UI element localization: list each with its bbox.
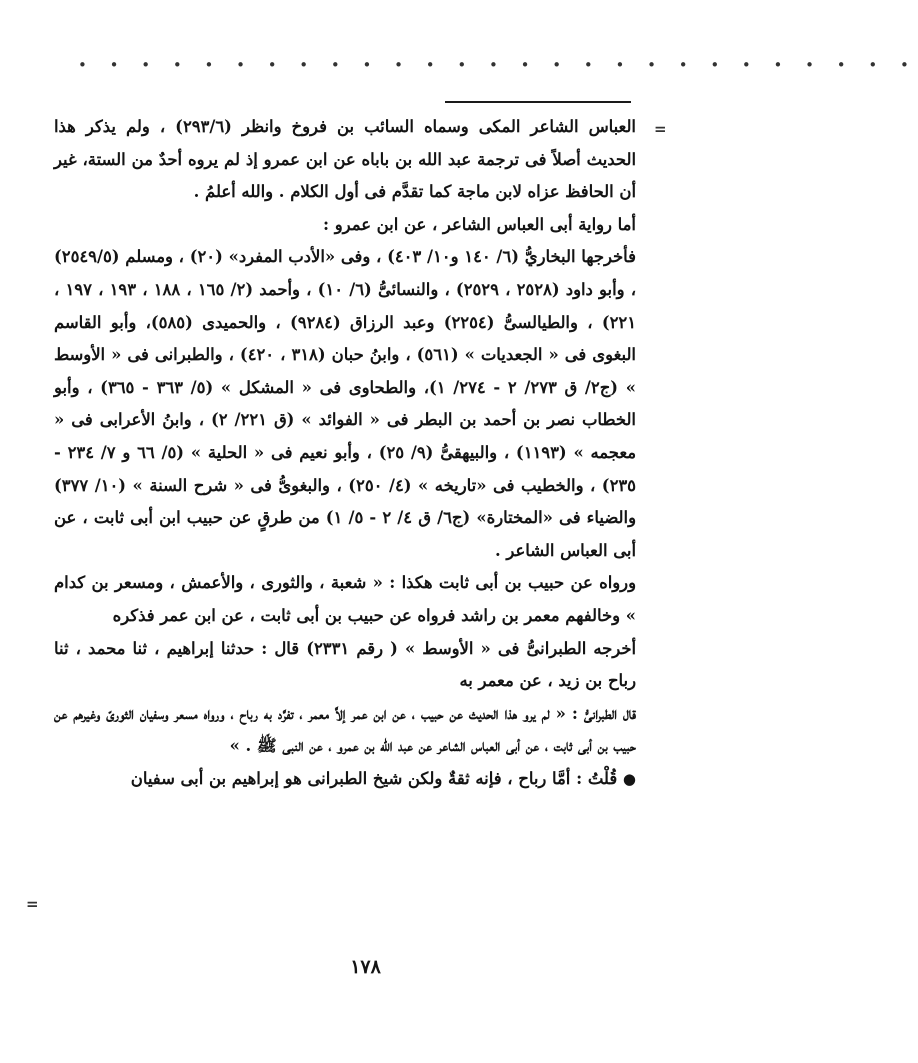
continuation-mark-top: =	[654, 120, 667, 138]
body-text	[54, 111, 636, 795]
page-number: ١٧٨	[350, 956, 381, 978]
paragraph-5: أخرجه الطبرانىُّ فى « الأوسط » ( رقم ٢٣٣١) قال : حدثنا إبراهيم ، ثنا محمد ، ثنا رباح بن زيد ، عن معمر به	[54, 638, 636, 691]
paragraph-3: فأخرجها البخاريُّ (٦/ ١٤٠ و١٠/ ٤٠٣) ، وفى «الأدب المفرد» (٢٠) ، ومسلم (٢٥٤٩/٥) ، وأبو داود (٢٥٢٨ ، ٢٥٢٩) ، والنسائىُّ (٦/ ١٠) ، وأحمد (٢/ ١٦٥ ، ١٨٨ ، ١٩٣ ، ١٩٧ ، ٢٢١) ، والطيالسىُّ (٢٢٥٤) وعبد الرزاق (٩٢٨٤) ، والحميدى (٥٨٥)، وأبو القاسم البغوى فى « الجعديات » (٥٦١) ، وابنُ حبان (٣١٨ ، ٤٢٠) ، والطبرانى فى « الأوسط » (ج٢/ ق ٢٧٣/ ٢ - ٢٧٤/ ١)، والطحاوى فى « المشكل » (٥/ ٣٦٣ - ٣٦٥) ، وأبو الخطاب نصر بن أحمد بن البطر فى « الفوائد » (ق ٢٢١/ ٢) ، وابنُ الأعرابى فى « معجمه » (١١٩٣) ، والبيهقىُّ (٩/ ٢٥) ، وأبو نعيم فى « الحلية » (٥/ ٦٦ و ٧/ ٢٣٤ - ٢٣٥) ، والخطيب فى «تاريخه » (٤/ ٢٥٠) ، والبغوىُّ فى « شرح السنة » (١٠/ ٣٧٧) والضياء فى «المختارة» (ج٦/ ق ٤/ ٢ - ٥/ ١) من طرقٍ عن حبيب ابن أبى ثابت ، عن أبى العباس الشاعر .	[54, 247, 637, 560]
bullet-icon: ●	[622, 769, 636, 788]
paragraph-6: قال الطبرانىُّ : « لم يرو هذا الحديث عن حبيب ، عن ابن عمر إلاَّ معمر ، تفرَّد به رباح ، ورواه مسعر وسفيان الثورىّ وغيرهم عن حبيب بن أبى ثابت ، عن أبى العباس الشاعر عن عبد الله بن عمرو ، عن النبى ﷺ . »	[54, 703, 636, 756]
paragraph-4: ورواه عن حبيب بن أبى ثابت هكذا : « شعبة ، والثورى ، والأعمش ، ومسعر بن كدام » وخالفهم معمر بن راشد فرواه عن حبيب بن أبى ثابت ، عن ابن عمر فذكره	[54, 573, 636, 625]
header-dotted-line: • • • • • • • • • • • • • • • • • • • • • • • • • • •	[78, 56, 918, 74]
footnote-separator-rule	[445, 101, 631, 103]
continuation-mark-bottom: =	[26, 895, 39, 913]
paragraph-7-text: قُلْتُ : أمَّا رباح ، فإنه ثقةٌ ولكن شيخ الطبرانى هو إبراهيم بن أبى سفيان	[130, 768, 618, 788]
paragraph-7	[54, 763, 636, 796]
paragraph-1: العباس الشاعر المكى وسماه السائب بن فروخ وانظر (٢٩٣/٦) ، ولم يذكر هذا الحديث أصلاً فى ترجمة عبد الله بن باباه عن ابن عمرو إذ لم يروه أحدٌ من الستة، غير أن الحافظ عزاه لابن ماجة كما تقدَّم فى أول الكلام . والله أعلمُ .	[54, 117, 636, 202]
paragraph-2: أما رواية أبى العباس الشاعر ، عن ابن عمرو :	[323, 214, 636, 234]
